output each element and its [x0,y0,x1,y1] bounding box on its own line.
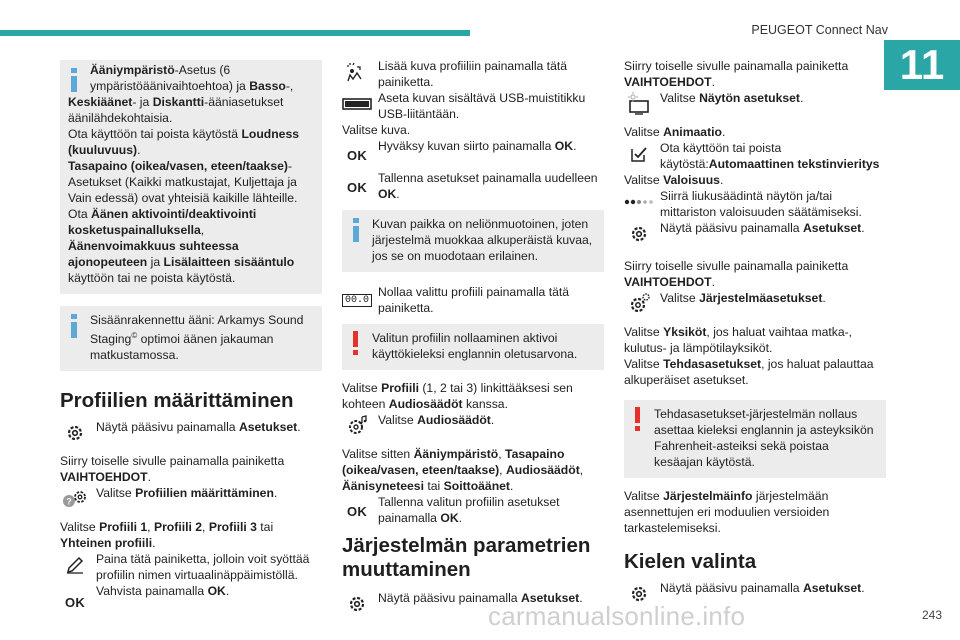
slider-dots-icon [624,190,654,214]
note-text: Ota Äänen aktivointi/deaktivointi kosketuspainalluksella, Äänenvoimakkuus suhteessa ajonopeuteen ja Lisälaitteen sisääntulo käyttöön tai ne poista käytöstä. [68,207,295,285]
note-text: Kuvan paikka on neliönmuotoinen, joten järjestelmä muokkaa alkuperäistä kuvaa, jos se on muodotaan erilainen. [372,217,593,263]
step-row: Paina tätä painiketta, jolloin voit syöttää profiilin nimen virtuaalinäppäimistöllä. [60,551,322,583]
reset-profile-icon: 00.0 [342,288,372,312]
warning-icon [634,407,642,431]
note-text: Ääniympäristö-Asetus (6 ympäristöäänivaihtoehtoa) ja Basso-, [90,63,294,93]
step-row: 00.0 Nollaa valittu profiili painamalla tätä painiketta. [342,284,604,316]
step-row: Aseta kuvan sisältävä USB-muistitikku USB-liitäntään. [342,90,604,122]
step-row: Näytä pääsivu painamalla Asetukset. [624,580,886,608]
note-text: Valitun profiilin nollaaminen aktivoi käyttökieleksi englannin oletusarvona. [372,331,578,361]
note-text: Sisäänrakennettu ääni: Arkamys Sound Staging© optimoi äänen jakauman matkustamossa. [90,313,304,363]
header-title: PEUGEOT Connect Nav [751,23,888,37]
paragraph: Valitse Profiili 1, Profiili 2, Profiili 3 tai Yhteinen profiili. [60,520,274,551]
page-number: 243 [921,608,942,622]
paragraph: Siirry toiselle sivulle painamalla painiketta VAIHTOEHDOT. [624,259,849,289]
pencil-icon [60,553,90,577]
display-settings-icon [624,92,654,116]
step-row: Näytä pääsivu painamalla Asetukset. [342,590,604,618]
paragraph: Valitse kuva. [342,123,411,137]
paragraph: Siirry toiselle sivulle painamalla painiketta VAIHTOEHDOT. [60,454,285,485]
svg-text:?: ? [66,496,72,507]
section-heading-system: Järjestelmän parametrien muuttaminen [342,534,591,581]
info-icon [350,218,362,242]
header-accent-bar [0,30,470,36]
paragraph: Valitse sitten Ääniympäristö, Tasapaino (oikea/vasen, eteen/taakse), Audiosäädöt, Äänisyneteesi tai Soittoäänet. [342,447,584,493]
gear-icon [624,222,654,246]
step-row: Valitse Audiosäädöt. [342,412,604,440]
step-row: Lisää kuva profiiliin painamalla tätä painiketta. [342,58,604,90]
note-text: Ota käyttöön tai poista käytöstä Loudness (kuuluvuus). [68,127,299,157]
paragraph: Siirry toiselle sivulle painamalla painiketta VAIHTOEHDOT. [624,59,849,89]
warning-note-factory [624,400,886,478]
step-row: OK Tallenna asetukset painamalla uudelleen OK. [342,170,604,202]
checkbox-icon [624,142,654,166]
paragraph: Valitse Animaatio. [624,125,726,139]
column-1 [60,58,322,611]
audio-settings-icon [342,414,372,438]
info-note-image [342,210,604,272]
info-icon [68,314,80,338]
section-heading-language: Kielen valinta [624,550,757,573]
step-row: OK Hyväksy kuvan siirto painamalla OK. [342,138,604,166]
step-row: OK Tallenna valitun profiilin asetukset painamalla OK. [342,494,604,526]
step-row: Ota käyttöön tai poista käytöstä:Automaattinen tekstinvieritys [624,140,886,172]
step-row: Valitse Järjestelmäasetukset. [624,290,886,318]
note-text: Keskiäänet- ja Diskantti-ääniasetukset äänilähdekohtaisia. [68,95,284,125]
paragraph: Valitse Yksiköt, jos haluat vaihtaa matka-, kulutus- ja lämpötilayksiköt. [624,325,853,355]
profile-gear-icon [60,487,90,511]
gear-icon [60,421,90,445]
usb-stick-icon [342,92,372,116]
step-row: Valitse Näytön asetukset. [624,90,886,118]
step-row: Siirrä liukusäädintä näytön ja/tai mittariston valoisuuden säätämiseksi. [624,188,886,220]
paragraph: Valitse Profiili (1, 2 tai 3) linkittääksesi sen kohteen Audiosäädöt kanssa. [342,381,573,411]
paragraph: Valitse Järjestelmäinfo järjestelmään asennettujen eri moduulien versioiden tarkastelemiseksi. [624,489,830,535]
step-row: OK Vahvista painamalla OK. [60,583,322,611]
add-photo-icon [342,60,372,84]
ok-icon: OK [64,595,86,611]
section-heading-profiles: Profiilien määrittäminen [60,389,294,413]
system-settings-icon [624,292,654,316]
step-row: Näytä pääsivu painamalla Asetukset. [60,419,322,447]
ok-icon: OK [346,180,368,195]
info-note-audio [60,60,322,294]
step-row: Näytä pääsivu painamalla Asetukset. [624,220,886,248]
warning-icon [352,331,360,355]
paragraph: Valitse Tehdasasetukset, jos haluat palauttaa alkuperäiset asetukset. [624,357,874,387]
column-3 [624,58,886,608]
info-note-arkamys [60,306,322,371]
ok-icon: OK [346,504,368,519]
chapter-number: 11 [884,40,960,90]
column-2 [342,58,604,618]
note-text: Tasapaino (oikea/vasen, eteen/taakse)-Asetukset (Kaikki matkustajat, Kuljettaja ja Vain edessä) ovat yhteisiä kaikille lähteille. [68,159,298,205]
paragraph: Valitse Valoisuus. [624,173,724,187]
note-text: Tehdasasetukset-järjestelmän nollaus asettaa kieleksi englannin ja asteyksikön Fahrenheit-asteiksi sekä poistaa kesäajan käytöstä. [654,407,874,469]
warning-note-reset [342,324,604,370]
info-icon [68,68,80,92]
ok-icon: OK [346,148,368,163]
watermark-text: carmanualsonline.info [488,601,746,631]
gear-icon [342,592,372,616]
step-row: ? Valitse Profiilien määrittäminen. [60,485,322,513]
